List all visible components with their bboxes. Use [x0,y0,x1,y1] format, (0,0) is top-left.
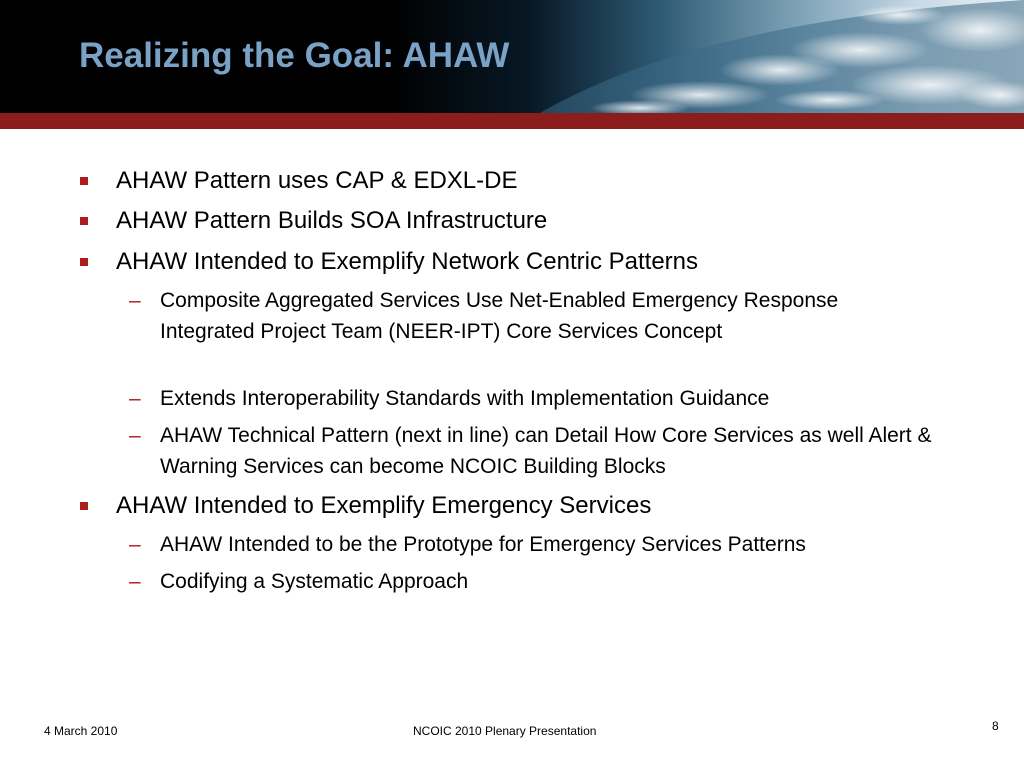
sub-bullet-item: AHAW Technical Pattern (next in line) can Detail How Core Services as well Alert & Warning Services can become NCOIC Building Blocks [160,424,932,478]
sub-bullet-dash-icon: – [129,424,141,447]
sub-bullet-dash-icon: – [129,570,141,593]
sub-bullet-item: Extends Interoperability Standards with Implementation Guidance [160,387,770,410]
footer-presentation-name: NCOIC 2010 Plenary Presentation [413,724,597,738]
footer-date: 4 March 2010 [44,724,118,738]
bullet-item: AHAW Intended to Exemplify Emergency Services [116,492,652,519]
bullet-square-icon [80,217,88,225]
bullet-square-icon [80,177,88,185]
sub-bullet-dash-icon: – [129,387,141,410]
bullet-square-icon [80,258,88,266]
slide-title: Realizing the Goal: AHAW [79,36,510,75]
slide-page-number: 8 [992,719,999,733]
sub-bullet-item: Codifying a Systematic Approach [160,570,469,593]
sub-bullet-item: Composite Aggregated Services Use Net-Enabled Emergency Response Integrated Project Team (NEER-IPT) Core Services Concept [160,289,839,343]
sub-bullet-item: AHAW Intended to be the Prototype for Emergency Services Patterns [160,533,806,556]
bullet-item: AHAW Pattern Builds SOA Infrastructure [116,207,548,234]
bullet-item: AHAW Intended to Exemplify Network Centric Patterns [116,248,698,275]
sub-bullet-dash-icon: – [129,289,141,312]
sub-bullet-dash-icon: – [129,533,141,556]
bullet-item: AHAW Pattern uses CAP & EDXL-DE [116,167,518,194]
bullet-square-icon [80,502,88,510]
